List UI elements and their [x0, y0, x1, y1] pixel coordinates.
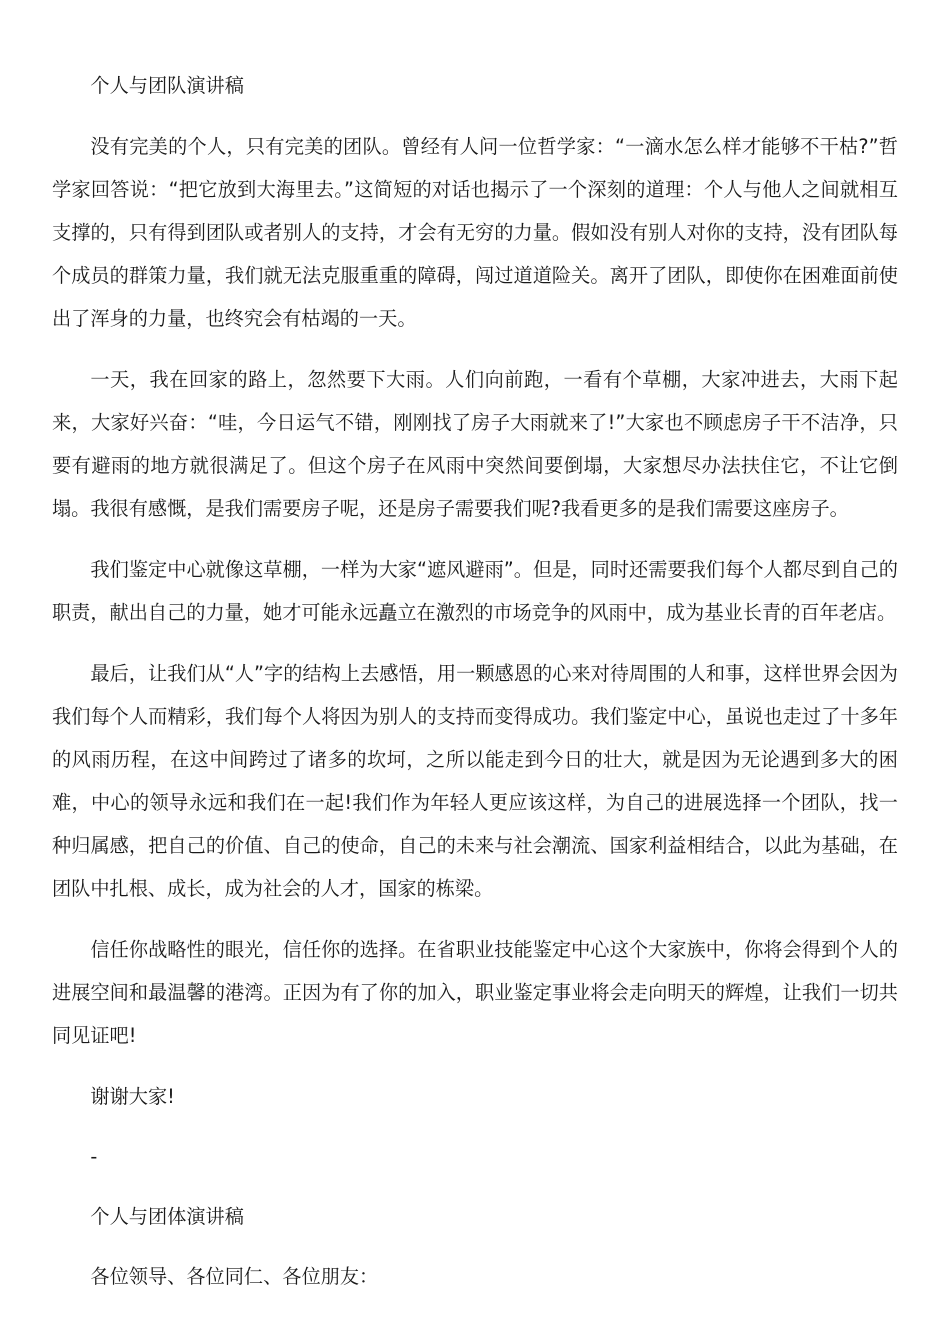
body-paragraph: 一天，我在回家的路上，忽然要下大雨。人们向前跑，一看有个草棚，大家冲进去，大雨下起来，大家好兴奋：“哇，今日运气不错，刚刚找了房子大雨就来了!”大家也不顾虑房子干不洁净，只要有避雨的地方就很满足了。但这个房子在风雨中突然间要倒塌，大家想尽办法扶住它，不让它倒塌。我很有感慨，是我们需要房子呢，还是房子需要我们呢?我看更多的是我们需要这座房子。	[52, 368, 898, 520]
document-title: 个人与团队演讲稿	[90, 74, 244, 97]
body-paragraph: 没有完美的个人，只有完美的团队。曾经有人问一位哲学家：“一滴水怎么样才能够不干枯?”哲学家回答说：“把它放到大海里去。”这简短的对话也揭示了一个深刻的道理：个人与他人之间就相互支撑的，只有得到团队或者别人的支持，才会有无穷的力量。假如没有别人对你的支持，没有团队每个成员的群策力量，我们就无法克服重重的障碍，闯过道道险关。离开了团队，即使你在困难面前使出了浑身的力量，也终究会有枯竭的一天。	[52, 135, 898, 330]
body-paragraph: 我们鉴定中心就像这草棚，一样为大家“遮风避雨”。但是，同时还需要我们每个人都尽到自己的职责，献出自己的力量，她才可能永远矗立在激烈的市场竞争的风雨中，成为基业长青的百年老店。	[52, 558, 898, 624]
greeting: 各位领导、各位同仁、各位朋友：	[90, 1265, 379, 1288]
section-separator: -	[90, 1145, 98, 1168]
body-paragraph: 信任你战略性的眼光，信任你的选择。在省职业技能鉴定中心这个大家族中，你将会得到个人的进展空间和最温馨的港湾。正因为有了你的加入，职业鉴定事业将会走向明天的辉煌，让我们一切共同见证吧!	[52, 938, 898, 1047]
second-document-title: 个人与团体演讲稿	[90, 1205, 244, 1228]
document-body	[52, 64, 898, 1298]
body-paragraph: 最后，让我们从“人”字的结构上去感悟，用一颗感恩的心来对待周围的人和事，这样世界会因为我们每个人而精彩，我们每个人将因为别人的支持而变得成功。我们鉴定中心，虽说也走过了十多年的风雨历程，在这中间跨过了诸多的坎坷，之所以能走到今日的壮大，就是因为无论遇到多大的困难，中心的领导永远和我们在一起!我们作为年轻人更应该这样，为自己的进展选择一个团队，找一种归属感，把自己的价值、自己的使命，自己的未来与社会潮流、国家利益相结合，以此为基础，在团队中扎根、成长，成为社会的人才，国家的栋梁。	[52, 662, 898, 900]
closing-thanks: 谢谢大家!	[90, 1085, 175, 1108]
